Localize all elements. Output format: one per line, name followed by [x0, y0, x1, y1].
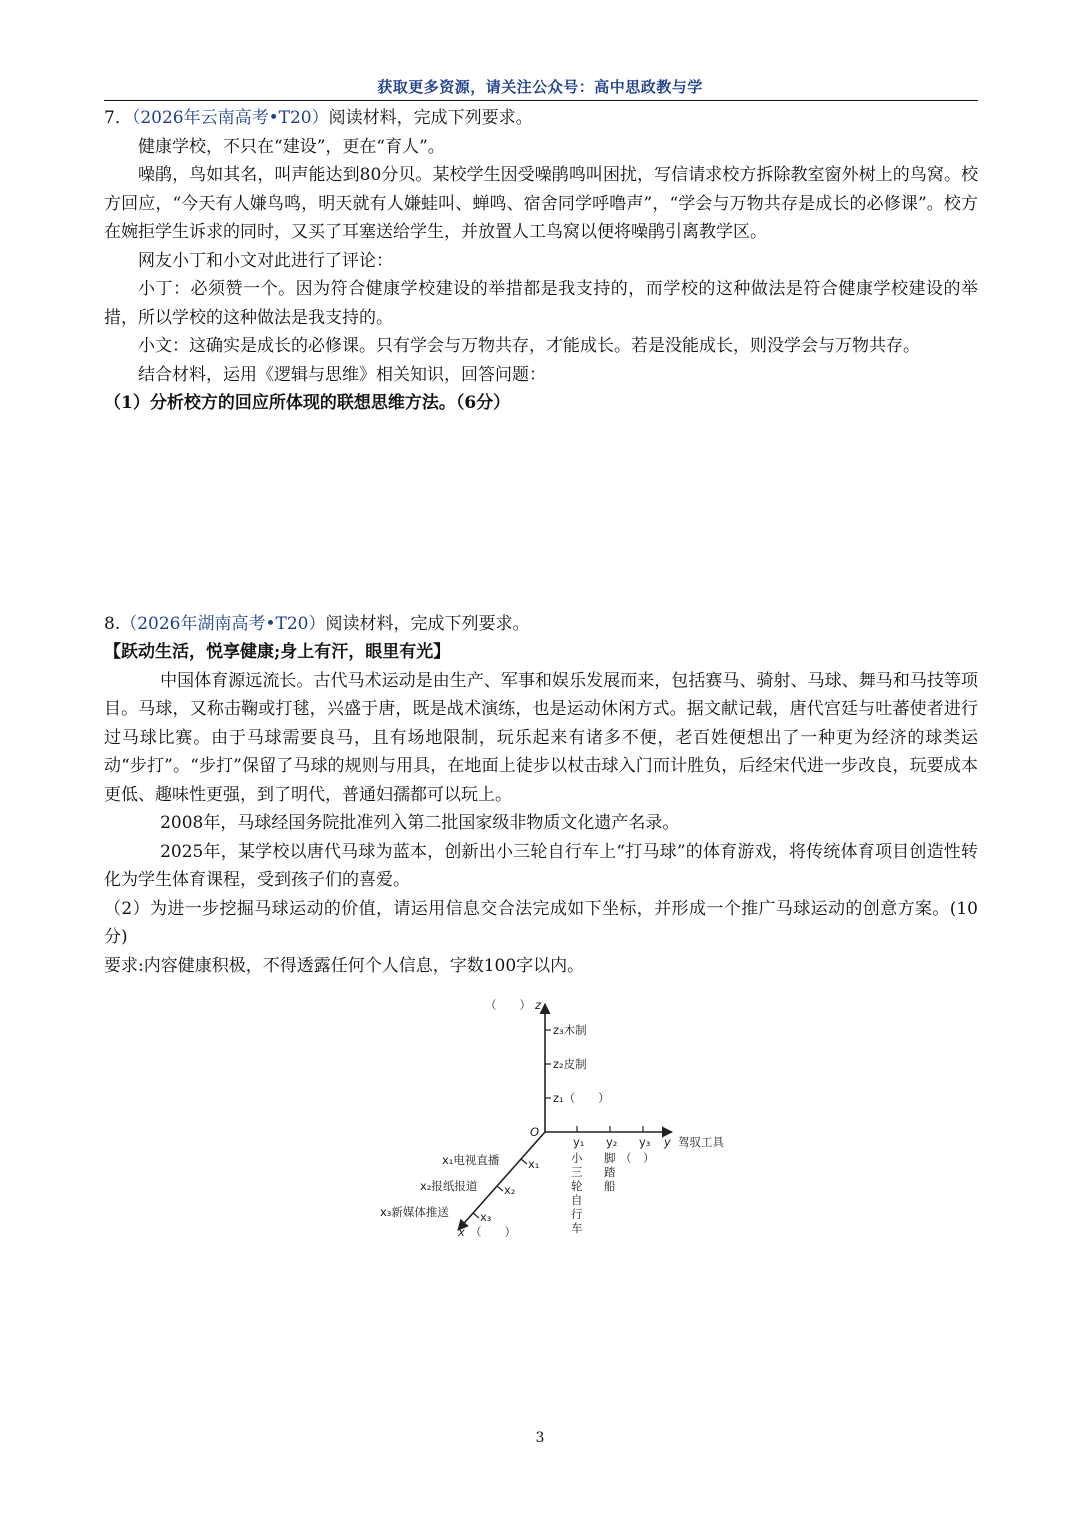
q8-paragraph: 中国体育源远流长。古代马术运动是由生产、军事和娱乐发展而来，包括赛马、骑射、马球、舞马和马技等项目。马球，又称击鞠或打毬，兴盛于唐，既是战术演练，也是运动休闲方式。据文献记载，唐代宫廷与吐蕃使者进行过马球比赛。由于马球需要良马，且有场地限制，玩乐起来有诸多不便，老百姓便想出了一种更为经济的球类运动“步打”。“步打”保留了马球的规则与用具，在地面上徒步以杖击球入门而计胜负，后经宋代进一步改良，玩要成本更低、趣味性更强，到了明代，普通妇孺都可以玩上。: [104, 670, 978, 805]
x-tick-label: x₁: [528, 1157, 540, 1171]
q7-paragraph: 小丁：必须赞一个。因为符合健康学校建设的举措都是我支持的，而学校的这种做法是符合健康学校建设的举措，所以学校的这种做法是我支持的。: [104, 279, 978, 328]
x-tick-name: x₂报纸报道: [420, 1179, 478, 1193]
information-crossing-diagram: [370, 994, 750, 1244]
z-axis-blank: （ ）: [485, 998, 531, 1012]
q8-paragraph: 2025年，某学校以唐代马球为蓝本，创新出小三轮自行车上“打马球”的体育游戏，将传统体育项目创造性转化为学生体育课程，受到孩子们的喜爱。: [104, 841, 978, 890]
q7-paragraph: 结合材料，运用《逻辑与思维》相关知识，回答问题：: [138, 364, 546, 385]
header-divider: [104, 100, 978, 101]
y-tick-label: y₃: [639, 1135, 651, 1149]
q7-paragraph: 健康学校，不只在“建设”，更在“育人”。: [138, 136, 445, 157]
z-axis-label: z: [535, 998, 542, 1012]
y-tick-label: y₁: [573, 1135, 585, 1149]
page-number: 3: [535, 1430, 545, 1446]
x-tick-name: x₃新媒体推送: [380, 1205, 449, 1219]
q7-number: 7．: [104, 108, 132, 128]
q7-paragraph: 噪鹃，鸟如其名，叫声能达到80分贝。某校学生因受噪鹃鸣叫困扰，写信请求校方拆除教室窗外树上的鸟窝。校方回应，“今天有人嫌鸟鸣，明天就有人嫌蛙叫、蝉鸣、宿舍同学呼噜声”，“学会与万物共存是成长的必修课”。校方在婉拒学生诉求的同时，又买了耳塞送给学生，并放置人工鸟窝以便将噪鹃引离教学区。: [104, 165, 978, 242]
y-axis-label: y: [664, 1135, 671, 1149]
y-tick-label: y₂: [606, 1135, 618, 1149]
answer-space: [104, 418, 978, 610]
q8-source: （2026年湖南高考•T20）: [120, 613, 326, 634]
x-tick: [473, 1213, 479, 1218]
q8-heading: [104, 610, 978, 639]
q8-paragraph: 2008年，马球经国务院批准列入第二批国家级非物质文化遗产名录。: [160, 813, 680, 833]
q8-title: 【跃动生活，悦享健康;身上有汗，眼里有光】: [104, 642, 451, 662]
x-tick: [521, 1159, 527, 1164]
z-tick-label: z₂皮制: [553, 1057, 587, 1071]
q7-subquestion: （1）分析校方的回应所体现的联想思维方法。（6分）: [104, 393, 511, 413]
q7-paragraph: 小文：这确实是成长的必修课。只有学会与万物共存，才能成长。若是没能成长，则没学会与万物共存。: [138, 336, 920, 356]
q8-requirement: 要求:内容健康积极，不得透露任何个人信息，字数100字以内。: [104, 955, 585, 976]
document-body: [104, 104, 978, 980]
q7-heading: [104, 104, 978, 133]
y2-blank: （ ）: [620, 1151, 655, 1165]
x-tick-label: x₃: [480, 1210, 492, 1224]
x-tick-name: x₁电视直播: [442, 1153, 500, 1167]
q8-instruction: 阅读材料，完成下列要求。: [325, 613, 530, 634]
q8-subquestion: （2）为进一步挖掘马球运动的价值，请运用信息交合法完成如下坐标，并形成一个推广马球运动的创意方案。(10分): [104, 898, 978, 947]
z-tick-label: z₃木制: [553, 1023, 587, 1037]
y-axis-name: 驾驭工具: [678, 1135, 724, 1149]
y2-vertical-label: 脚踏船: [604, 1151, 616, 1193]
q7-source: （2026年云南高考•T20）: [131, 108, 329, 128]
origin-label: O: [530, 1125, 540, 1139]
z-tick-label: z₁（ ）: [553, 1091, 610, 1105]
x-axis-blank: （ ）: [470, 1225, 516, 1239]
q7-instruction: 阅读材料，完成下列要求。: [328, 108, 533, 128]
q8-number: 8.: [104, 613, 121, 634]
x-tick: [497, 1186, 503, 1191]
x-axis-label: x: [458, 1225, 465, 1239]
x-tick-label: x₂: [504, 1183, 516, 1197]
page-header: 获取更多资源，请关注公众号：高中思政教与学: [377, 78, 703, 96]
y1-vertical-label: 小三轮自行车: [571, 1151, 583, 1235]
q7-paragraph: 网友小丁和小文对此进行了评论：: [138, 250, 393, 271]
